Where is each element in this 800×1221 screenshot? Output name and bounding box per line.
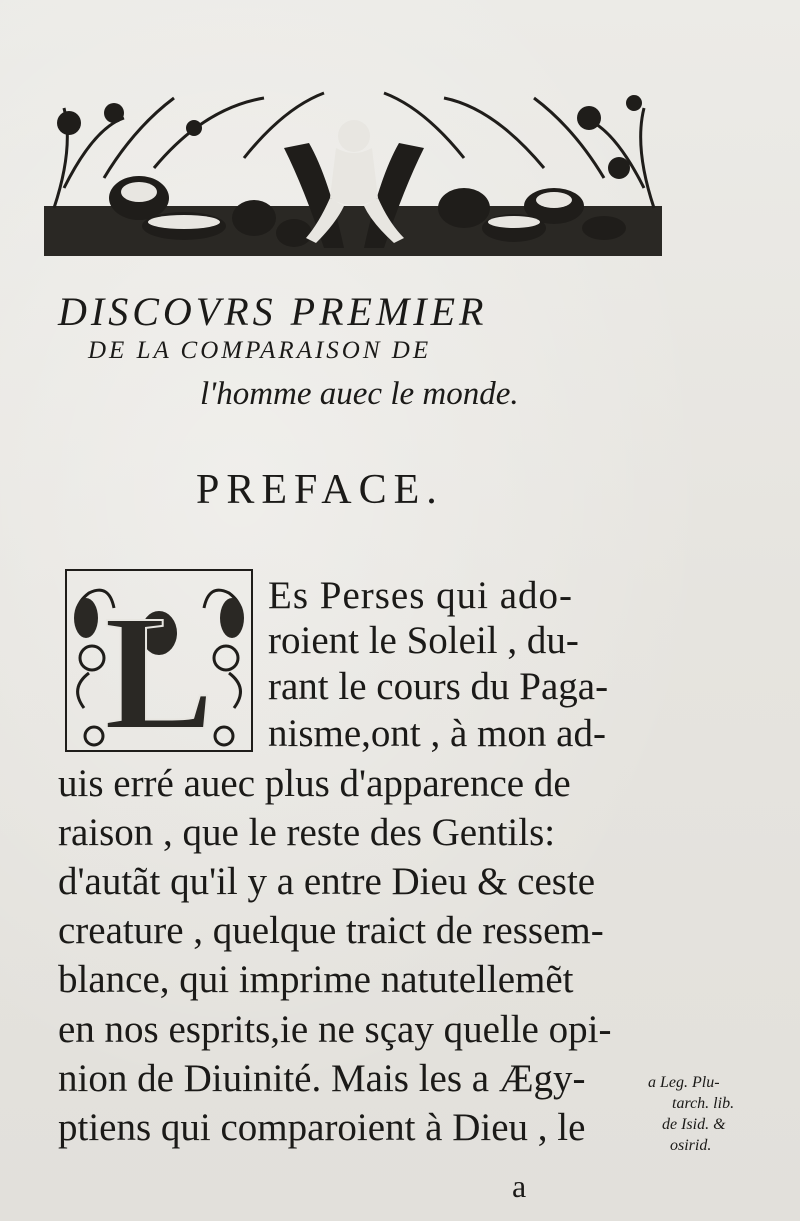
text-line: ptiens qui comparoient à Dieu , le (58, 1106, 586, 1149)
text-line: roient le Soleil , du- (268, 619, 579, 662)
discourse-subtitle: DE LA COMPARAISON DE (88, 337, 432, 364)
headpiece-ornament (44, 88, 662, 260)
section-heading: PREFACE. (196, 467, 444, 513)
text-line: nisme,ont , à mon ad- (268, 712, 606, 755)
margin-note (648, 1072, 778, 1156)
text-line: rant le cours du Paga- (268, 665, 609, 708)
discourse-subtitle-continued: l'homme auec le monde. (200, 376, 519, 412)
text-line: d'autãt qu'il y a entre Dieu & ceste (58, 860, 596, 903)
margin-note-line: osirid. (670, 1137, 712, 1154)
discourse-title: DISCOVRS PREMIER (58, 289, 488, 334)
decorated-initial (64, 568, 254, 753)
text-line: en nos esprits,ie ne sçay quelle opi- (58, 1008, 612, 1051)
text-line: blance, qui imprime natutellemẽt (58, 958, 574, 1001)
text-line: raison , que le reste des Gentils: (58, 811, 556, 854)
text-line: creature , quelque traict de ressem- (58, 909, 604, 952)
drop-cap-letter: L (103, 581, 215, 753)
margin-note-line: de Isid. & (662, 1116, 726, 1133)
text-line: uis erré auec plus d'apparence de (58, 762, 571, 805)
margin-note-line: tarch. lib. (672, 1095, 735, 1112)
margin-note-line: a Leg. Plu- (648, 1074, 720, 1091)
text-line: Es Perses qui ado- (268, 574, 574, 617)
text-line: nion de Diuinité. Mais les a Ægy- (58, 1057, 586, 1100)
signature-mark: a (512, 1168, 527, 1204)
